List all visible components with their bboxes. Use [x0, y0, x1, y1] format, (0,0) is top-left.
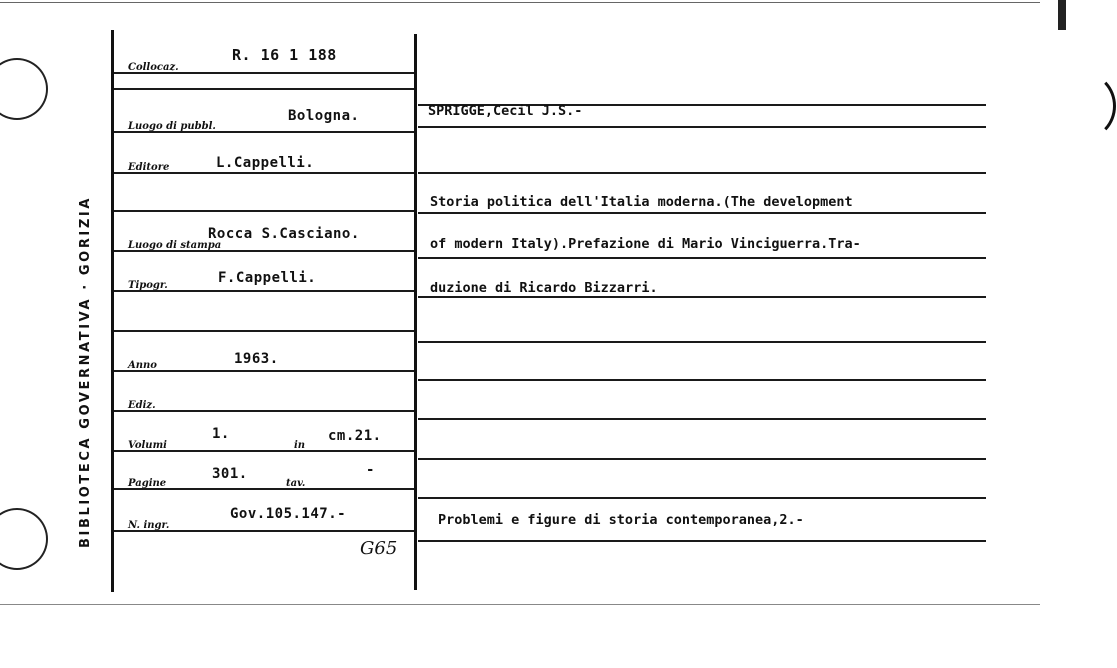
value-pagine: 301. — [212, 466, 248, 482]
card-right-edge — [1058, 0, 1066, 30]
value-collocazione: R. 16 1 188 — [232, 46, 337, 64]
value-luogo-stampa: Rocca S.Casciano. — [208, 226, 360, 242]
label-collocazione: Collocaz. — [128, 62, 179, 73]
label-luogo-pubbl: Luogo di pubbl. — [128, 121, 216, 132]
rule — [114, 410, 414, 412]
card-bottom-edge — [0, 604, 1040, 605]
label-pagine: Pagine — [128, 478, 167, 489]
rule — [418, 257, 986, 259]
rule — [418, 497, 986, 499]
punch-hole-bottom — [0, 508, 48, 570]
rule — [418, 540, 986, 542]
rule — [418, 341, 986, 343]
punch-hole-right — [1052, 72, 1116, 140]
value-editore: L.Cappelli. — [216, 155, 315, 171]
rule — [418, 458, 986, 460]
rule — [114, 370, 414, 372]
rule — [418, 296, 986, 298]
value-tipogr: F.Cappelli. — [218, 270, 317, 286]
label-luogo-stampa: Luogo di stampa — [128, 240, 222, 251]
value-luogo-pubbl: Bologna. — [288, 108, 360, 124]
label-tav: tav. — [286, 478, 306, 489]
label-in: in — [294, 440, 306, 451]
rule — [418, 172, 986, 174]
rule — [418, 212, 986, 214]
label-volumi: Volumi — [128, 440, 167, 451]
author-heading: SPRIGGE,Cecil J.S.- — [428, 103, 583, 119]
title-line-1: Storia politica dell'Italia moderna.(The development — [430, 194, 853, 210]
rule — [114, 210, 414, 212]
series-note: Problemi e figure di storia contemporanea,2.- — [438, 512, 804, 528]
rule — [114, 330, 414, 332]
card-top-edge — [0, 2, 1040, 3]
rule — [418, 418, 986, 420]
rule — [418, 126, 986, 128]
rule — [114, 88, 414, 90]
punch-hole-top — [0, 58, 48, 120]
value-formato: cm.21. — [328, 428, 382, 444]
left-rule — [111, 30, 114, 592]
label-n-ingr: N. ingr. — [128, 520, 170, 531]
title-line-3: duzione di Ricardo Bizzarri. — [430, 280, 658, 296]
center-rule — [414, 34, 417, 590]
title-line-2: of modern Italy).Prefazione di Mario Vinciguerra.Tra- — [430, 236, 861, 252]
institution-label: BIBLIOTECA GOVERNATIVA · GORIZIA — [78, 196, 93, 548]
label-ediz: Ediz. — [128, 400, 156, 411]
label-anno: Anno — [128, 360, 157, 371]
value-n-ingr: Gov.105.147.- — [230, 506, 347, 522]
label-editore: Editore — [128, 162, 170, 173]
label-tipogr: Tipogr. — [128, 280, 168, 291]
rule — [418, 379, 986, 381]
value-tav: - — [366, 462, 375, 478]
value-anno: 1963. — [234, 351, 279, 367]
value-volumi: 1. — [212, 426, 230, 442]
handwritten-note: G65 — [360, 538, 398, 559]
